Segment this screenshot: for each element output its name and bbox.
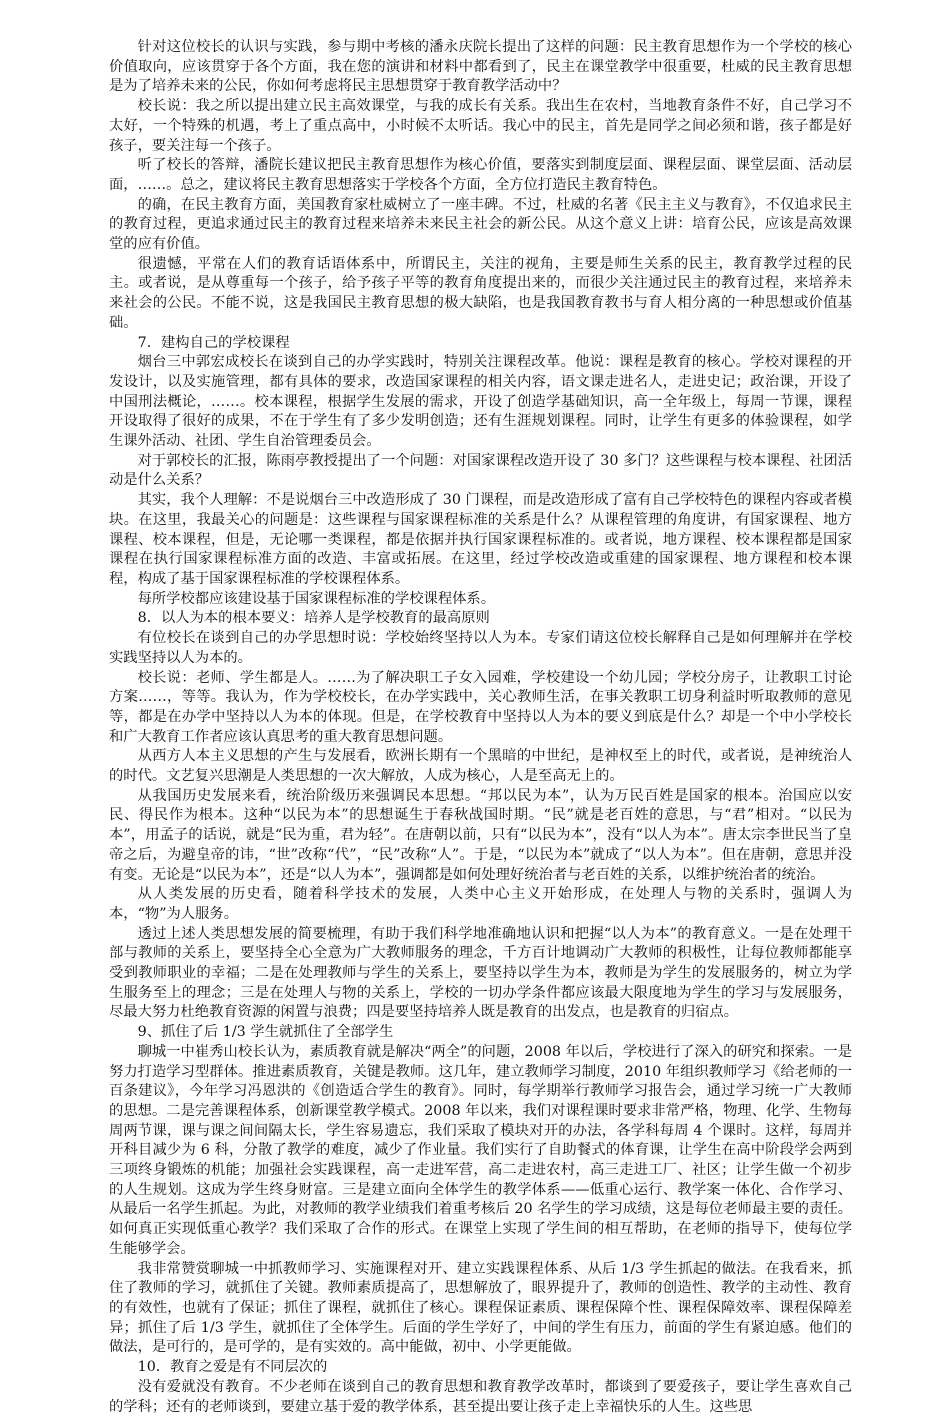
- heading-section-7: 7．建构自己的学校课程: [137, 334, 290, 351]
- para-human-development: 从人类发展的历史看，随着科学技术的发展，人类中心主义开始形成，在处理人与物的关系时，强调人为本，“物”为人服务。: [109, 886, 852, 922]
- para-understanding: 其实，我个人理解：不是说烟台三中改造形成了 30 门课程，而是改造形成了富有自己学校特色的课程内容或者模块。在这里，我最关心的问题是：这些课程与国家课程标准的关系是什么？从课程管理的角度讲，有国家课程、地方课程、校本课程，但是，无论哪一类课程，都是依据并执行国家课程标准的。或者说，地方课程、校本课程都是国家课程在执行国家课程标准方面的改造、丰富或拓展。在这里，经过学校改造或重建的国家课程、地方课程和校本课程，构成了基于国家课程标准的学校课程体系。: [109, 492, 852, 587]
- para-people-oriented-intro: 有位校长在谈到自己的办学思想时说：学校始终坚持以人为本。专家们请这位校长解释自己是如何理解并在学校实践坚持以人为本的。: [109, 630, 852, 666]
- para-love-education: 没有爱就没有教育。不少老师在谈到自己的教育思想和教育教学改革时，都谈到了要爱孩子，要让学生喜欢自己的学科；还有的老师谈到，要建立基于爱的教学体系，甚至提出要让孩子走上幸福快乐的人生。这些思: [109, 1378, 852, 1415]
- para-regret: 很遗憾，平常在人们的教育话语体系中，所谓民主，关注的视角，主要是师生关系的民主，教育教学过程的民主。或者说，是从尊重每一个孩子，给予孩子平等的教育角度提出来的，而很少关注通过民主的教育过程，来培养未来社会的公民。不能不说，这是我国民主教育思想的极大缺陷，也是我国教育教书与育人相分离的一种思想或价值基础。: [109, 255, 852, 331]
- para-chen-question: 对于郭校长的汇报，陈雨亭教授提出了一个问题：对国家课程改造开设了 30 多门？这些课程与校本课程、社团活动是什么关系？: [109, 452, 852, 489]
- para-yantai-curriculum: 烟台三中郭宏成校长在谈到自己的办学实践时，特别关注课程改革。他说：课程是教育的核心。学校对课程的开发设计，以及实施管理，都有具体的要求，改造国家课程的相关内容，语文课走进名人，走进史记；政治课，开设了中国刑法概论，……。校本课程，根据学生发展的需求，开设了创造学基础知识，高一全年级上，每周一节课，课程开设取得了很好的成果，不在于学生有了多少发明创造；还有生涯规划课程。同时，让学生有更多的体验课程，如学生课外活动、社团、学生自治管理委员会。: [109, 354, 852, 450]
- para-liaocheng: 聊城一中崔秀山校长认为，素质教育就是解决“两全”的问题，2008 年以后，学校进行了深入的研究和探索。一是努力打造学习型群体。推进素质教育，关键是教师。这几年，建立教师学习制度，2010 年组织教师学习《给老师的一百条建议》，今年学习冯恩洪的《创造适合学生的教育》。同时，每学期举行教师学习报告会，通过学习统一广大教师的思想。二是完善课程体系，创新课堂教学模式。2008 年以来，我们对课程课时要求非常严格，物理、化学、生物每周两节课，课与课之间间隔太长，学生容易遗忘，我们采取了模块对开的办法，各学科每周 4 个课时。这样，每周并开科目减少为 6 科，分散了教学的难度，减少了作业量。我们实行了自助餐式的体育课，让学生在高中阶段学会两到三项终身锻炼的机能；加强社会实践课程，高一走进军营，高二走进农村，高三走进工厂、社区；让学生做一个初步的人生规划。这成为学生终身财富。三是建立面向全体学生的教学体系——低重心运行、教学案一体化、合作学习、从最后一名学生抓起。为此，对教师的教学业绩我们着重考核后 20 名学生的学习成绩，这是每位老师最主要的责任。如何真正实现低重心教学？我们采取了合作的形式。在课堂上实现了学生间的相互帮助，在老师的指导下，使每位学生能够学会。: [109, 1043, 852, 1257]
- para-four-aspects: 透过上述人类思想发展的简要梳理，有助于我们科学地准确地认识和把握“以人为本”的教育意义。一是在处理干部与教师的关系上，要坚持全心全意为广大教师服务的理念，千方百计地调动广大教师的积极性，让每位教师都能享受到教师职业的幸福；二是在处理教师与学生的关系上，要坚持以学生为本，教师是为学生的发展服务的，树立为学生服务至上的理念；三是在处理人与物的关系上，学校的一切办学条件都应该最大限度地为学生的学习与发展服务，尽最大努力杜绝教育资源的闲置与浪费；四是要坚持培养人既是教育的出发点，也是教育的归宿点。: [109, 925, 852, 1021]
- para-dewey: 的确，在民主教育方面，美国教育家杜威树立了一座丰碑。不过，杜威的名著《民主主义与教育》，不仅追求民主的教育过程，更追求通过民主的教育过程来培养未来民主社会的新公民。从这个意义上讲：培育公民，应该是高效课堂的应有价值。: [109, 196, 852, 253]
- heading-section-10: 10．教育之爱是有不同层次的: [137, 1359, 328, 1376]
- heading-section-9: 9、抓住了后 1/3 学生就抓住了全部学生: [137, 1024, 394, 1041]
- heading-section-8: 8．以人为本的根本要义：培养人是学校教育的最高原则: [137, 610, 490, 627]
- para-principal-answer: 校长说：我之所以提出建立民主高效课堂，与我的成长有关系。我出生在农村，当地教育条件不好，自己学习不太好，一个特殊的机遇，考上了重点高中，小时候不太听话。我心中的民主，首先是同学之间必须和谐，孩子都是好孩子，要关注每一个孩子。: [109, 98, 852, 154]
- para-appreciation: 我非常赞赏聊城一中抓教师学习、实施课程对开、建立实践课程体系、从后 1/3 学生抓起的做法。在我看来，抓住了教师的学习，就抓住了关键。教师素质提高了，思想解放了，眼界提升了，教师的创造性、教学的主动性、教育的有效性，也就有了保证；抓住了课程，就抓住了核心。课程保证素质、课程保障个性、课程保障效率、课程保障差异；抓住了后 1/3 学生，就抓住了全体学生。后面的学生学好了，中间的学生有压力，前面的学生有紧迫感。他们的做法，是可行的，是可学的，是有实效的。高中能做，初中、小学更能做。: [109, 1260, 852, 1356]
- para-every-school: 每所学校都应该建设基于国家课程标准的学校课程体系。: [137, 590, 496, 607]
- para-western-humanism: 从西方人本主义思想的产生与发展看，欧洲长期有一个黑暗的中世纪，是神权至上的时代，或者说，是神统治人的时代。文艺复兴思潮是人类思想的一次大解放，人成为核心，人是至高无上的。: [109, 748, 852, 785]
- para-principal-democracy-question: 针对这位校长的认识与实践，参与期中考核的潘永庆院长提出了这样的问题：民主教育思想作为一个学校的核心价值取向，应该贯穿于各个方面，我在您的演讲和材料中都看到了，民主在课堂教学中很重要，杜威的民主教育思想是为了培养未来的公民，你如何考虑将民主思想贯穿于教育教学活动中？: [109, 39, 852, 95]
- para-principal-people: 校长说：老师、学生都是人。……为了解决职工子女入园难，学校建设一个幼儿园；学校分房子，让教职工讨论方案……，等等。我认为，作为学校校长，在办学实践中，关心教师生活，在事关教职工切身利益时听取教师的意见等，都是在办学中坚持以人为本的体现。但是，在学校教育中坚持以人为本的要义到底是什么？却是一个中小学校长和广大教育工作者应该认真思考的重大教育思想问题。: [109, 669, 852, 745]
- para-chinese-history: 从我国历史发展来看，统治阶级历来强调民本思想。“邦以民为本”，认为万民百姓是国家的根本。治国应以安民、得民作为根本。这种“以民为本”的思想诞生于春秋战国时期。“民”就是老百姓的意思，与“君”相对。“以民为本”，用孟子的话说，就是“民为重，君为轻”。在唐朝以前，只有“以民为本”，没有“以人为本”。唐太宗李世民当了皇帝之后，为避皇帝的讳，“世”改称“代”，“民”改称“人”。于是，“以民为本”就成了“以人为本”。但在唐朝，意思并没有变。无论是“以民为本”，还是“以人为本”，强调都是如何处理好统治者与老百姓的关系，以维护统治者的统治。: [109, 787, 852, 883]
- para-pan-suggestion: 听了校长的答辩，潘院长建议把民主教育思想作为核心价值，要落实到制度层面、课程层面、课堂层面、活动层面，……。总之，建议将民主教育思想落实于学校各个方面，全方位打造民主教育特色。: [109, 157, 852, 193]
